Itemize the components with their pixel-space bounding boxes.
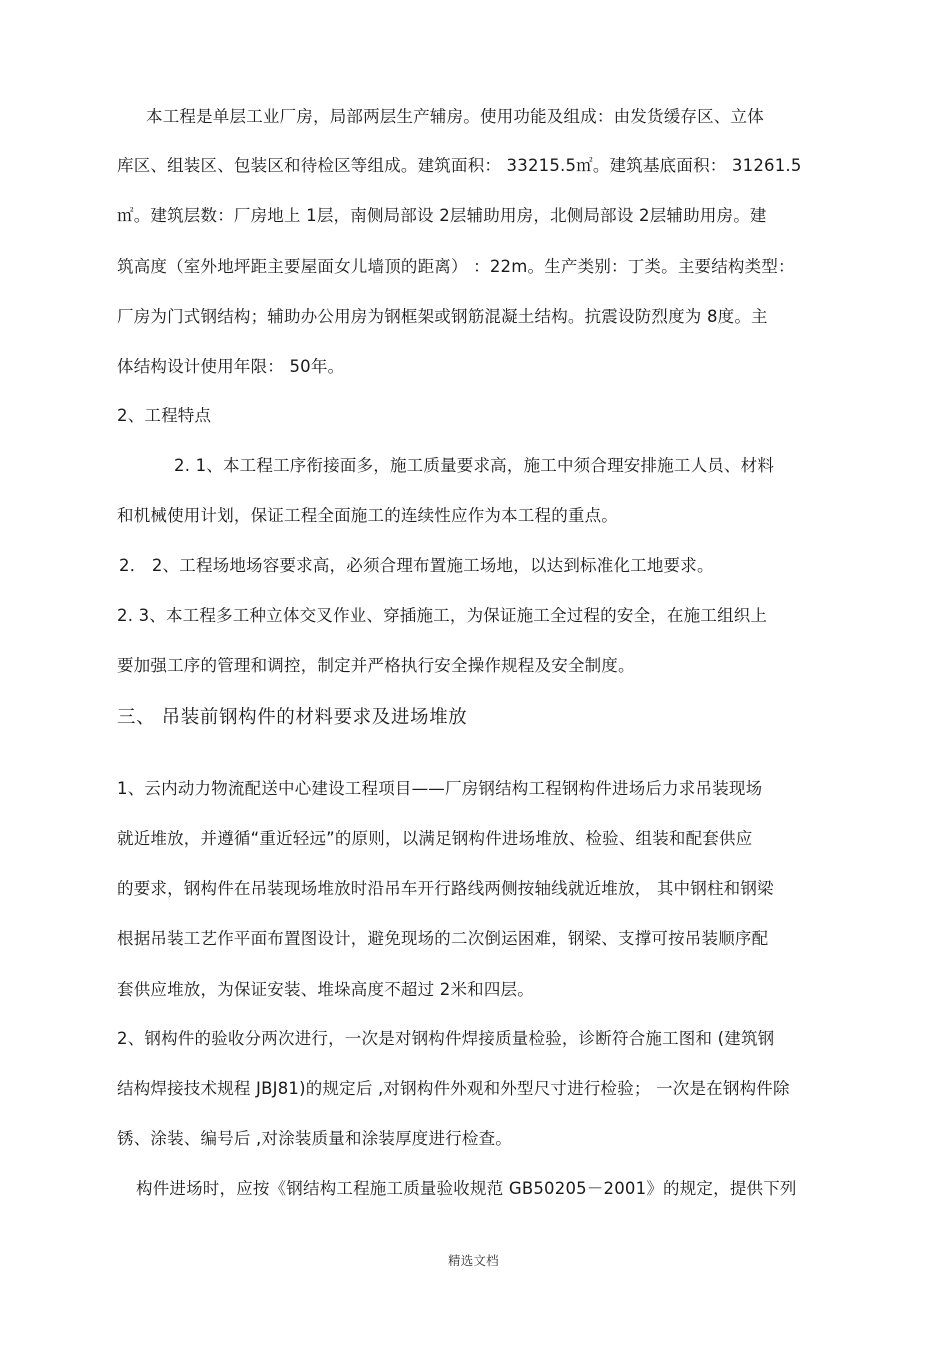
text-line: 就近堆放，并遵循“重近轻远”的原则，以满足钢构件进场堆放、检验、组装和配套供应 bbox=[117, 829, 753, 848]
text-line: 构件进场时，应按《钢结构工程施工质量验收规范 GB50205－2001》的规定，提供下列 bbox=[136, 1179, 797, 1198]
text-line: 厂房为门式钢结构；辅助办公用房为钢框架或钢筋混凝土结构。抗震设防烈度为 8度。主 bbox=[117, 307, 768, 326]
section-subtitle: 2、工程特点 bbox=[117, 406, 212, 425]
text-line: 体结构设计使用年限： 50年。 bbox=[117, 357, 345, 376]
text-line: 1、云内动力物流配送中心建设工程项目——厂房钢结构工程钢构件进场后力求吊装现场 bbox=[117, 779, 763, 798]
page-footer: 精选文档 bbox=[448, 1253, 499, 1268]
text-line: 2. 1、本工程工序衔接面多，施工质量要求高，施工中须合理安排施工人员、材料 bbox=[174, 456, 775, 475]
text-line: 套供应堆放，为保证安装、堆垛高度不超过 2米和四层。 bbox=[117, 980, 534, 999]
text-line: 锈、涂装、编号后 ,对涂装质量和涂装厚度进行检查。 bbox=[117, 1129, 512, 1148]
text-line: 的要求，钢构件在吊装现场堆放时沿吊车开行路线两侧按轴线就近堆放， 其中钢柱和钢梁 bbox=[117, 879, 774, 898]
text-line: 结构焊接技术规程 JBJ81)的规定后 ,对钢构件外观和外型尺寸进行检验； 一次是在钢构件除 bbox=[117, 1079, 790, 1098]
text-line: 2、钢构件的验收分两次进行，一次是对钢构件焊接质量检验，诊断符合施工图和 (建筑钢 bbox=[117, 1029, 775, 1048]
text-line: 2. 3、本工程多工种立体交叉作业、穿插施工，为保证施工全过程的安全，在施工组织上 bbox=[117, 606, 768, 625]
text-line: ㎡。建筑层数：厂房地上 1层，南侧局部设 2层辅助用房，北侧局部设 2层辅助用房。建 bbox=[117, 206, 767, 225]
text-line: 库区、组装区、包装区和待检区等组成。建筑面积： 33215.5㎡。建筑基底面积： 31261.5 bbox=[117, 156, 802, 175]
text-line: 筑高度（室外地坪距主要屋面女儿墙顶的距离） ：22m。生产类别：丁类。主要结构类型： bbox=[117, 257, 795, 276]
text-line: 本工程是单层工业厂房，局部两层生产辅房。使用功能及组成：由发货缓存区、立体 bbox=[146, 107, 764, 126]
text-line: 2． 2、工程场地场容要求高，必须合理布置施工场地，以达到标准化工地要求。 bbox=[119, 556, 714, 575]
text-line: 要加强工序的管理和调控，制定并严格执行安全操作规程及安全制度。 bbox=[117, 656, 635, 675]
section-heading: 三、 吊装前钢构件的材料要求及进场堆放 bbox=[117, 707, 468, 728]
text-line: 根据吊装工艺作平面布置图设计，避免现场的二次倒运困难，钢梁、支撑可按吊装顺序配 bbox=[117, 929, 769, 948]
text-line: 和机械使用计划，保证工程全面施工的连续性应作为本工程的重点。 bbox=[117, 506, 618, 525]
